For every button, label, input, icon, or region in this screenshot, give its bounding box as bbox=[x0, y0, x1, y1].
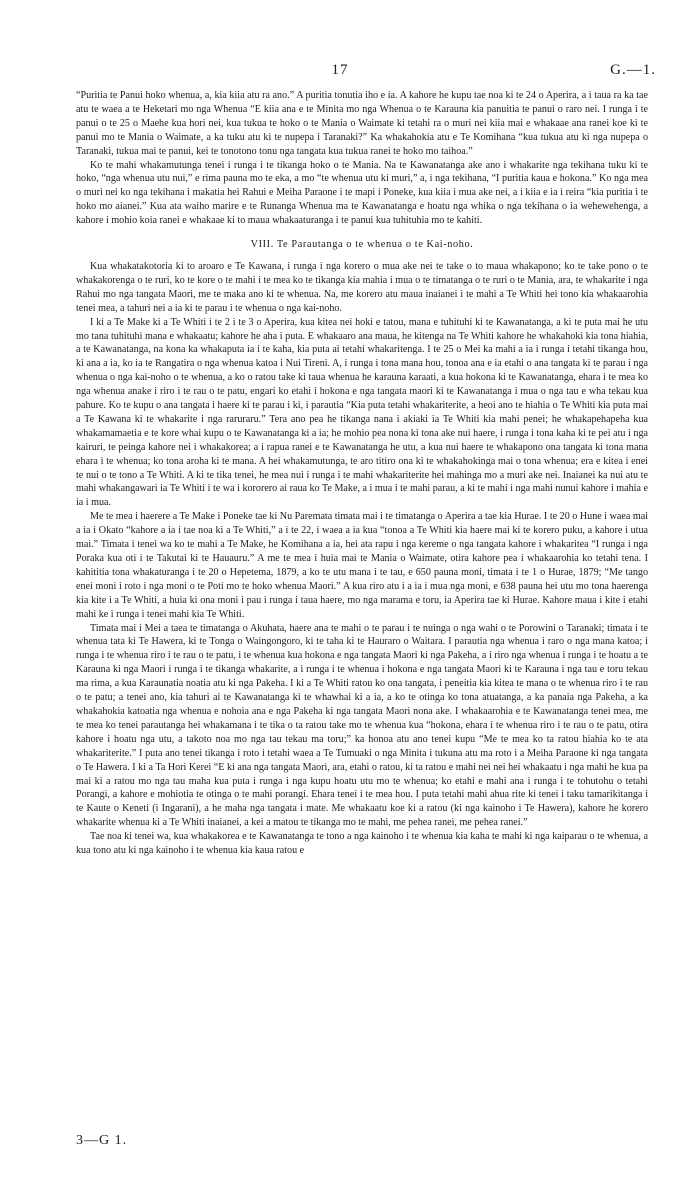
document-series-code: G.—1. bbox=[610, 62, 656, 78]
document-body bbox=[76, 89, 648, 858]
paragraph: Ko te mahi whakamutunga tenei i runga i te tikanga hoko o te Mania. Na te Kawanatanga ake ano i whakarite nga tekihana tuku ki te hoko, “nga whenua utu nui,” e rima pauna mo te eka, a mo “te whenua utu ki muri,” a, i nga tekihana, “I puritia kaua e hokona.” Ko nga mea o muri nei ko nga tekihana i makatia hei Rahui e Meiha Paraone i te mapi i Poneke, kua kiia i mua ake nei, a i kiia e ia i reira “kia puritia i te hoko mo aianei.” Kua ata waiho marire e te Runanga Whenua ma te Kawanatanga e hoatu nga whika o nga tekihana o ia wehewehenga, a kahore i mohio koia ranei e whakaae ki to maua whakaaturanga i te panui kua tuhituhia mo te kahiti. bbox=[76, 159, 648, 227]
paragraph: Timata mai i Mei a taea te timatanga o Akuhata, haere ana te mahi o te parau i te nuinga o nga wahi o te Porowini o Taranaki; timata i te whenua tata ki Te Hawera, ki te Tonga o Waingongoro, ki te taha ki te Hauraro o Waitara. I parautia nga whenua i raro o nga mana katoa; i runga i te whenua riro i te rau o te patu, i te whenua kua hokona e nga tangata Maori ki nga Pakeha, a i riro nga whenua i runga i te hoatu a te Karauna ki nga Maori i runga i te tikanga whakarite, a i runga i te whenua i hokona e nga tangata Maori ki te Karauna i nga tau e toru tekau ma rima, a kua Karaunatia noatia atu ki nga Pakeha. I ki a Te Whiti ratou ko ona tangata, i peneitia kia kitea te mana o te whenua riro i te rau o te patu; a tenei ano, kia tahuri ai te Kawanatanga ki te whawhai ki a ia, a ko te otinga ko tona atuatanga, a ka panaia nga Pakeha, a ka whakahokia katoatia nga whenua e nohoia ana e nga Pakeha ki nga tangata Maori nona ake. I whakaarohia e te Kawanatanga tenei mea, me te mea ko tenei parautanga hei whakamana i te tika o ta ratou take mo te whenua kua “hokona, ehara i te whenua riro i te rau o te patu, otira kahore i hoatu nga utu, a takoto noa mo nga tau tekau ma toru;” ka honoa atu ano tenei kupu “Me te mea ko ta ratou hiahia ko te ata whakariterite.” I puta ano tenei tikanga i roto i tetahi waea a Te Tumuaki o nga Minita i tukuna atu ma roto i a Meiha Paraone ki nga tangata o Te Hawera. I ki a Ta Hori Kerei “E ki ana nga tangata Maori, ara, etahi o ratou, ki ta ratou e mahi nei nei hei whakaatu i nga mahi he kua pa mai ki a ratou mo nga tau maha kua puta i runga i nga kupu hoatu utu mo te whenua; ko etahi e mahi ana i runga i te tohutohu o tetahi Porangi, a kahore e mohiotia te otinga o te mahi porangi. Ehara tenei i te mea hou. I puta tetahi mahi ahua rite ki tenei i taku tamarikitanga i te Kaute o Keneti (i Ingarani), a he maha nga tangata i mate. Me whakaatu koe ki a ratou (ki nga kainoho i Te Hawera), kahore he korero whakarite whenua ki a Te Whiti inaianei, a kei a matou te tikanga mo te mahi, me pehea ranei, me pehea ranei.” bbox=[76, 622, 648, 829]
section-heading: VIII. Te Parautanga o te whenua o te Kai-noho. bbox=[250, 239, 474, 251]
paragraph: Me te mea i haerere a Te Make i Poneke tae ki Nu Paremata timata mai i te timatanga o Aperira a tae kia Hurae. I te 20 o Hune i waea mai a ia i Okato “kahore a ia i tae noa ki a Te Whiti,” a i te 22, i waea a ia kua “tonoa a Te Whiti kia haere mai ki te korero puku, a kahore i utua mai.” Timata i tenei wa ko te mahi a Te Make, he Komihana a ia, hei ata rapu i nga kereme o nga tangata kahore i whakaritea “I runga i nga Poraka kua oti i te Takutai ki te Hauauru.” A me te mea i huia mai te Mania o Waimate, otira kahore pea i whakaarohia ko tetahi tena. I kahititia tona whakaturanga i te 20 o Hepetema, 1879, a ko te utu mana i te tau, e 650 pauna moni, timata i te 1 o Hurae, 1879; “Me tango enei moni i roto i nga moni o te Poti mo te hoko whenua Maori.” A kua riro atu i a ia i mua nga moni, e 638 pauna hei utu mo tona haerenga kia kite i a Te Whiti, a huia ki ona moni i pau i runga i taua haere, mo nga marama e toru, ia Aperira tae ki Hurae. Kahore maua i kite i etahi mahi ke i runga i tenei mahi kia Te Whiti. bbox=[76, 511, 648, 620]
paragraph: I ki a Te Make ki a Te Whiti i te 2 i te 3 o Aperira, kua kitea nei hoki e tatou, mana e tuhituhi ki te Kawanatanga, a ki te puta mai he utu mo tana tuhituhi mana e whakaatu; kahore he aha i puta. E whakaaro ana maua, he kitenga na Te Whiti kahore he whakahoki kia tona hiahia, a te Kawanatanga, na kona ka whakaputa ia i te kaha, kia puta ai tetahi whakaritenga. I te 25 o Mei ka mahi a ia i runga i tetahi tikanga hou, ki ana a ia, ko ia te Rangatira o nga whenua katoa i Nui Tireni. A, i runga i tona mana hou, tonoa ana e ia etahi o ana tangata ki te parau i nga whenua o nga kai-noho o te whenua, a ko o ratou take ki taua whenua he karauna karaati, a kua hokona ki te Kawanatanga, ehara i te mea ko nga whenua anake i riro i te rau o te patu, engari ko etahi i hokona e nga tangata maori ki te Kawanatanga i mua o nga tau e wha tekau kua pahure. Ko te kupu o ana tangata i haere ki te parau i ki, i parautia “Kia puta tetahi whakariterite, a heoi ano te hiahia o Te Whiti kia puta mai a Te Kawana ki te whakarite i nga raruraru.” Tera ano pea he tikanga nana i akiaki ia Te Whiti kia mahi penei; he whakapehapeha kua whakamamaetia e te kore whai kupu o te Kawanatanga ki a ia; he mohio pea nona ki tona ake nui haere, i runga i tona kaha ki te pei atu i nga kairuri, te peinga kahore nei i whakakorea; a i rapua ranei e te Kawanatanga he utu, a kua nui haere te whakapono ona tangata ki tona mana ehara i te whenua; ko tona aroha ki te mana. A hei whakamutunga, te aro titiro ona ki te whakahokinga mai o tona whenua; era e kitea i enei te nui o te tono a Te Whiti. A ki te tika tenei, he mea nui i runga i te mahi whakariterite hei mahinga mo a muri ake nei. Inaianei ka nui atu te mahi whakangawari ia Te Whiti i te wa i kororero ai raua ko Te Make, a i mua i te mahi parau, a ki te mahi i nga mahi nunui kahore i mahia e ia i mua. bbox=[76, 316, 648, 509]
page-number: 17 bbox=[331, 62, 349, 78]
paragraph: Tae noa ki tenei wa, kua whakakorea e te Kawanatanga te tono a nga kainoho i te whenua kia kaha te mahi ki nga kaiparau o te whenua, a kua tono atu ki nga kainoho i te whenua kia kaua ratou e bbox=[76, 831, 648, 857]
printer-signature: 3—G 1. bbox=[76, 1133, 128, 1148]
paragraph: Kua whakatakotoria ki to aroaro e Te Kawana, i runga i nga korero o mua ake nei te take o to maua whakapono; ko te take pono o te whakakorenga o te ruri, ko te kore o te mahi i te mea ko te tikanga kia mahia i mua o te timatanga o te ruri o te Mania, ara, te whakarite i nga Rahui mo nga tangata Maori, me te maka ano ki te whenua. Na, me korero atu maua inaianei i te mahi a Te Whiti hei tono kia whakaarohia tenei mea, a tahuri nei a ia ki te parau i te whenua o nga kai-noho. bbox=[76, 260, 648, 314]
paragraph: “Puritia te Panui hoko whenua, a, kia kiia atu ra ano.” A puritia tonutia iho e ia. A kahore he kupu tae noa ki te 24 o Aperira, a i taua ra ka tae atu te waea a te Heketari mo nga Whenua “E kiia ana e te Minita mo nga Whenua o te Karauna kia panuitia te panui o raro nei. I runga i te panui o te 25 o Maehe kua hori nei, kua tukua te hoko o te Mania o Waimate ki tetahi ra o muri nei kiia mai e whakaae ana ranei koe ki te panui mo te Mania o Waimate, a ka tuku atu ki te nupepa i Taranaki?” Ka whakahokia atu e Te Komihana “kua tukua atu ki nga nupepa o Taranaki, tukua mai te panui, kei te tonotono tonu nga tangata kua tukua ranei te hoko mo taihoa.” bbox=[76, 90, 648, 157]
